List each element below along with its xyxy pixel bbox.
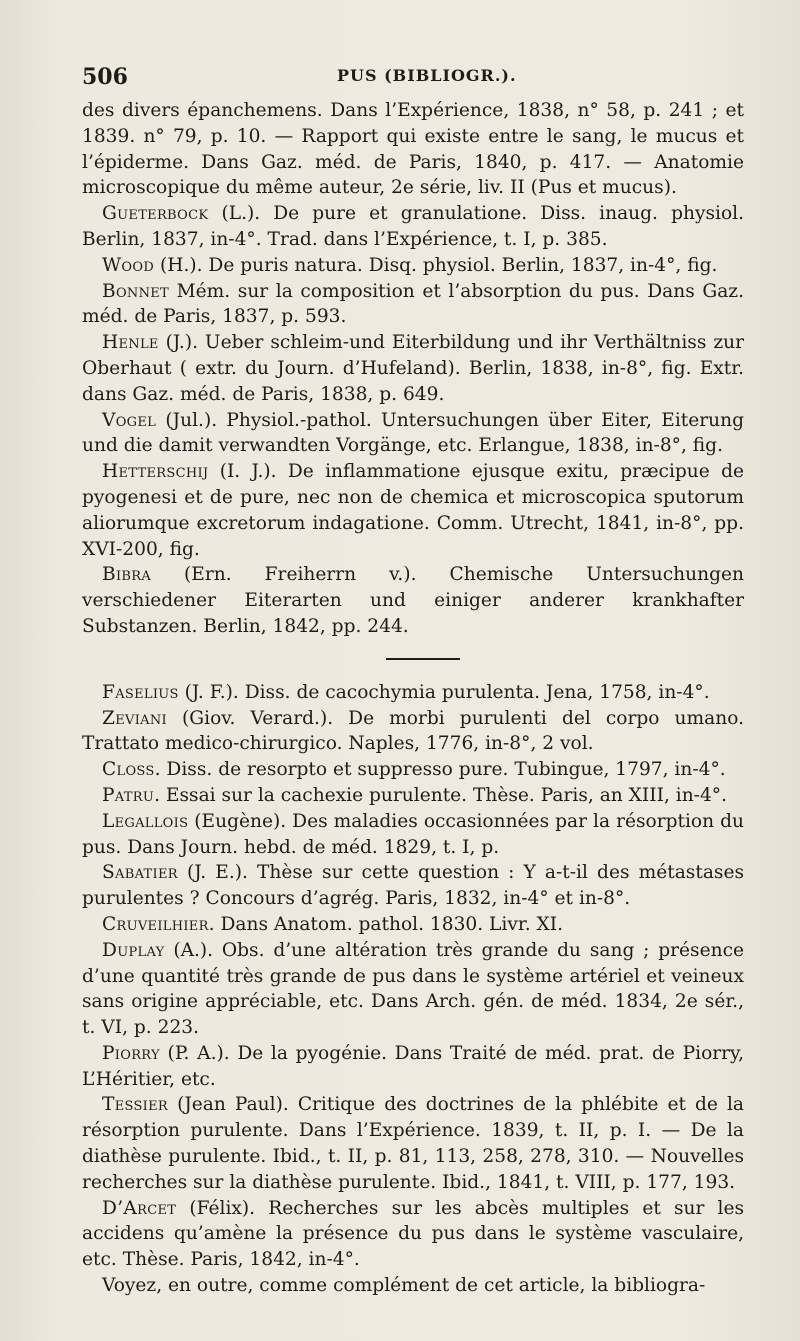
entry-author: Bibra <box>102 564 152 586</box>
entry-text: (J. E.). Thèse sur cette question : Y a-t-il des métastases purulentes ? Concours d’agrég. Paris, 1832, in-4° et in-8°. <box>82 862 744 910</box>
entry-author: Wood <box>102 254 155 276</box>
entry-author: Tessier <box>102 1094 168 1116</box>
bibliography-entry <box>82 706 744 758</box>
entry-text: (J. F.). Diss. de cacochymia purulenta. Jena, 1758, in-4°. <box>178 681 710 703</box>
entry-text: (A.). Obs. d’une altération très grande du sang ; présence d’une quantité très grande de pus dans le système artériel et veineux sans origine appréciable, etc. Dans Arch. gén. de méd. 1834, 2e sér., t. VI, p. 223. <box>82 939 744 1039</box>
entry-author: Vogel <box>102 409 157 431</box>
bibliography-entry <box>82 562 744 639</box>
entry-author: Faselius <box>102 681 179 703</box>
bibliography-entry <box>82 98 744 201</box>
entry-text: Mém. sur la composition et l’absorption du pus. Dans Gaz. méd. de Paris, 1837, p. 593. <box>82 280 744 328</box>
entry-author: Gueterbock <box>102 203 209 225</box>
bibliography-section-older <box>82 680 744 1273</box>
entry-author: Hetterschij <box>102 461 209 483</box>
bibliography-entry <box>82 809 744 861</box>
section-divider <box>386 658 460 660</box>
entry-author: Piorry <box>102 1042 160 1064</box>
entry-text: (Ern. Freiherrn v.). Chemische Untersuchungen verschiedener Eiterarten und einiger anderer krankhafter Substanzen. Berlin, 1842, pp. 244. <box>82 564 744 637</box>
entry-text: (Jean Paul). Critique des doctrines de la phlébite et de la résorption purulente. Dans l’Expérience. 1839, t. II, p. I. — De la diathèse purulente. Ibid., t. II, p. 81, 113, 258, 278, 310. — Nouvelles recherches sur la diathèse purulente. Ibid., 1841, t. VIII, p. 177, 193. <box>82 1094 744 1193</box>
bibliography-entry <box>82 680 744 706</box>
entry-text: (Giov. Verard.). De morbi purulenti del corpo umano. Trattato medico-chirurgico. Naples, 1776, in-8°, 2 vol. <box>82 707 744 755</box>
entry-author: Cruveilhier <box>102 913 209 935</box>
entry-author: Henle <box>102 332 159 354</box>
entry-author: Duplay <box>102 939 165 961</box>
entry-author: D’Arcet <box>102 1197 177 1219</box>
entry-author: Zeviani <box>102 707 167 729</box>
bibliography-entry <box>82 279 744 331</box>
bibliography-entry <box>82 938 744 1041</box>
entry-text: des divers épanchemens. Dans l’Expérience, 1838, n° 58, p. 241 ; et 1839. n° 79, p. 10. — Rapport qui existe entre le sang, le mucus et l’épiderme. Dans Gaz. méd. de Paris, 1840, p. 417. — Anatomie microscopique du même auteur, 2e série, liv. II (Pus et mucus). <box>82 100 744 199</box>
running-head <box>82 62 744 98</box>
page-number: 506 <box>82 64 128 90</box>
bibliography-body <box>82 98 744 1299</box>
bibliography-entry <box>82 1196 744 1273</box>
entry-text: (Eugène). Des maladies occasionnées par la résorption du pus. Dans Journ. hebd. de méd. 1829, t. I, p. <box>82 810 744 858</box>
running-title: PUS (BIBLIOGR.). <box>337 66 517 85</box>
entry-text: . Essai sur la cachexie purulente. Thèse. Paris, an XIII, in-4°. <box>154 784 728 806</box>
entry-author: Legallois <box>102 810 189 832</box>
entry-text: (I. J.). De inflammatione ejusque exitu, præcipue de pyogenesi et de pure, nec non de chemica et microscopica sputorum aliorumque excretorum indagatione. Comm. Utrecht, 1841, in-8°, pp. XVI-200, fig. <box>82 461 744 560</box>
entry-author: Sabatier <box>102 862 178 884</box>
entry-text: . Dans Anatom. pathol. 1830. Livr. XI. <box>208 913 564 935</box>
bibliography-entry <box>82 1092 744 1195</box>
entry-text: (H.). De puris natura. Disq. physiol. Berlin, 1837, in-4°, fig. <box>154 254 718 276</box>
bibliography-entry <box>82 408 744 460</box>
bibliography-entry <box>82 201 744 253</box>
bibliography-entry <box>82 783 744 809</box>
entry-text: (L.). De pure et granulatione. Diss. inaug. physiol. Berlin, 1837, in-4°. Trad. dans l’Expérience, t. I, p. 385. <box>82 203 744 250</box>
closing-line: Voyez, en outre, comme complément de cet article, la bibliogra- <box>102 1275 706 1297</box>
bibliography-section-recent <box>82 98 744 640</box>
bibliography-entry <box>82 1041 744 1093</box>
entry-text: (Jul.). Physiol.-pathol. Untersuchungen über Eiter, Eiterung und die damit verwandten Vorgänge, etc. Erlangue, 1838, in-8°, fig. <box>82 409 744 457</box>
bibliography-entry <box>82 860 744 912</box>
entry-author: Patru <box>102 784 155 806</box>
entry-text: (J.). Ueber schleim-und Eiterbildung und ihr Verthältniss zur Oberhaut ( extr. du Journ. d’Hufeland). Berlin, 1838, in-8°, fig. Extr. dans Gaz. méd. de Paris, 1838, p. 649. <box>82 332 744 405</box>
bibliography-entry <box>82 912 744 938</box>
entry-author: Closs <box>102 759 155 781</box>
bibliography-entry <box>82 253 744 279</box>
entry-author: Bonnet <box>102 280 170 302</box>
bibliography-entry <box>82 330 744 407</box>
bibliography-entry <box>82 757 744 783</box>
bibliography-entry <box>82 459 744 562</box>
entry-text: (P. A.). De la pyogénie. Dans Traité de méd. prat. de Piorry, L’Héritier, etc. <box>82 1042 744 1090</box>
entry-text: (Félix). Recherches sur les abcès multiples et sur les accidens qu’amène la présence du pus dans le système vasculaire, etc. Thèse. Paris, 1842, in-4°. <box>82 1197 744 1271</box>
entry-text: . Diss. de resorpto et suppresso pure. Tubingue, 1797, in-4°. <box>154 759 726 781</box>
